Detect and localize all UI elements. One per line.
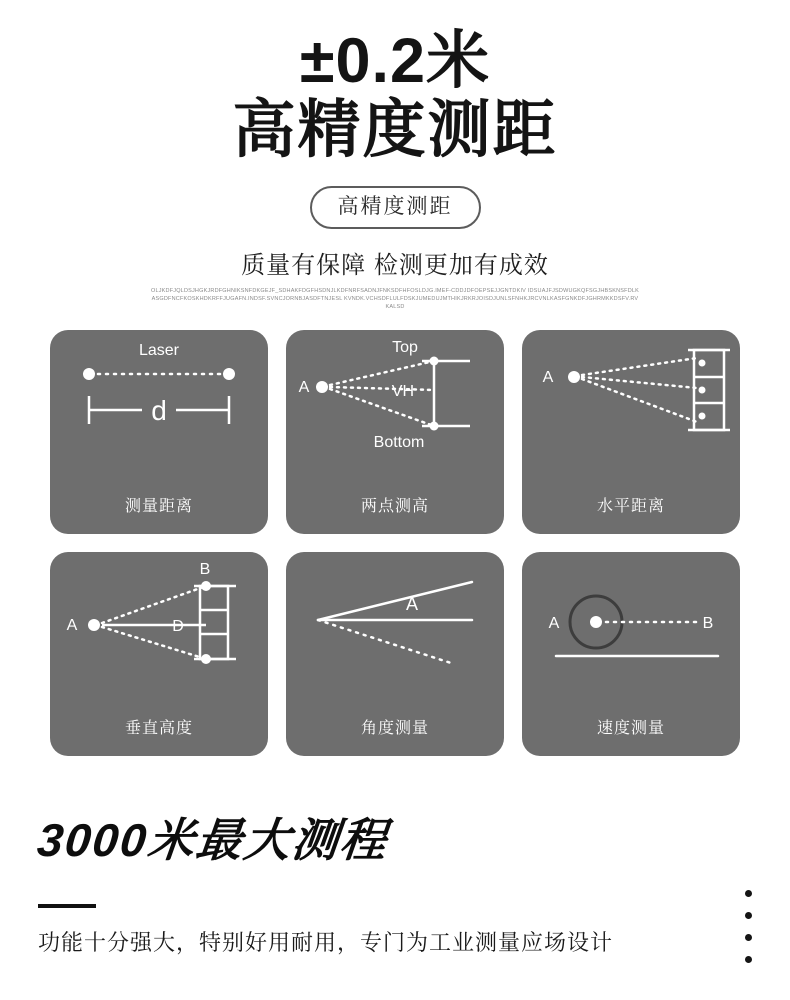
label-a: A [548, 615, 560, 633]
feature-card-angle-measure [286, 552, 504, 756]
hero-microcopy: OLJKDFJQLDSJHGKJRDFGHNIKSNFDKGEJF_SDHAKFDGFHSDNJLKDFNRFSADNJFNKSDFHFOSLDJG.IMEF-CDDJDFOEPSEJJGNTDKIV IDSUAJFJSDWUGKQFSGJHBSKNSFDLKASGDFNCFKOSKHDKRFFJUGAFN.INDSF.SVNCJORNBJASDFTNJESL KVNDK.VCHSDFLULFDSKJUMEDUJMTHIKJRKRJOISDJUNLSFNHKJRCVNLKASFGNKDFJGHRMKKDSFV.RVKALSD [150, 288, 640, 311]
label-top: Top [392, 339, 418, 357]
label-a: A [298, 379, 310, 397]
feature-card-laser-distance [50, 330, 268, 534]
label-bottom: Bottom [373, 434, 425, 452]
label-d: D [172, 618, 184, 636]
label-b: B [702, 615, 714, 633]
label-b: B [199, 561, 211, 579]
dot [745, 934, 752, 941]
feature-card-caption: 角度测量 [360, 720, 429, 738]
dot [745, 912, 752, 919]
feature-card-caption: 水平距离 [596, 498, 665, 516]
dot [745, 956, 752, 963]
hero-badge-row [0, 186, 790, 229]
figure-angle-measure [286, 552, 504, 704]
feature-card-two-point-height [286, 330, 504, 534]
figure-horizontal-distance [522, 330, 740, 482]
speed-measure-diagram [522, 552, 740, 704]
decorative-dot-column [745, 890, 752, 978]
range-body-text: 功能十分强大，特别好用耐用，专门为工业测量应场设计 [38, 930, 614, 956]
two-point-height-diagram [286, 330, 504, 482]
hero-badge: 高精度测距 [310, 186, 481, 229]
feature-card-caption: 垂直高度 [124, 720, 193, 738]
range-title: 3000米最大测程 [34, 814, 391, 867]
vertical-height-diagram [50, 552, 268, 704]
label-vh: VH [391, 383, 414, 401]
feature-card-vertical-height [50, 552, 268, 756]
label-a: A [405, 594, 419, 615]
feature-card-caption: 两点测高 [360, 498, 429, 516]
figure-laser-distance [50, 330, 268, 482]
figure-vertical-height [50, 552, 268, 704]
hero-subtitle: 质量有保障 检测更加有成效 [241, 252, 549, 280]
horizontal-distance-diagram [522, 330, 740, 482]
feature-card-speed-measure [522, 552, 740, 756]
laser-distance-diagram [50, 330, 268, 482]
feature-card-grid [0, 330, 790, 756]
label-laser: Laser [138, 342, 180, 360]
feature-card-horizontal-distance [522, 330, 740, 534]
hero-section [0, 0, 790, 312]
hero-title-secondary: 高精度测距 [232, 95, 558, 166]
dot [745, 890, 752, 897]
figure-two-point-height [286, 330, 504, 482]
figure-speed-measure [522, 552, 740, 704]
feature-card-caption: 速度测量 [596, 720, 665, 738]
label-a: A [542, 369, 554, 387]
label-distance-d: d [151, 395, 167, 427]
section-divider [38, 904, 96, 908]
label-a: A [66, 617, 78, 635]
range-section [0, 804, 790, 957]
feature-card-caption: 测量距离 [124, 498, 193, 516]
angle-measure-diagram [286, 552, 504, 704]
hero-title-primary: ±0.2米 [299, 26, 491, 96]
